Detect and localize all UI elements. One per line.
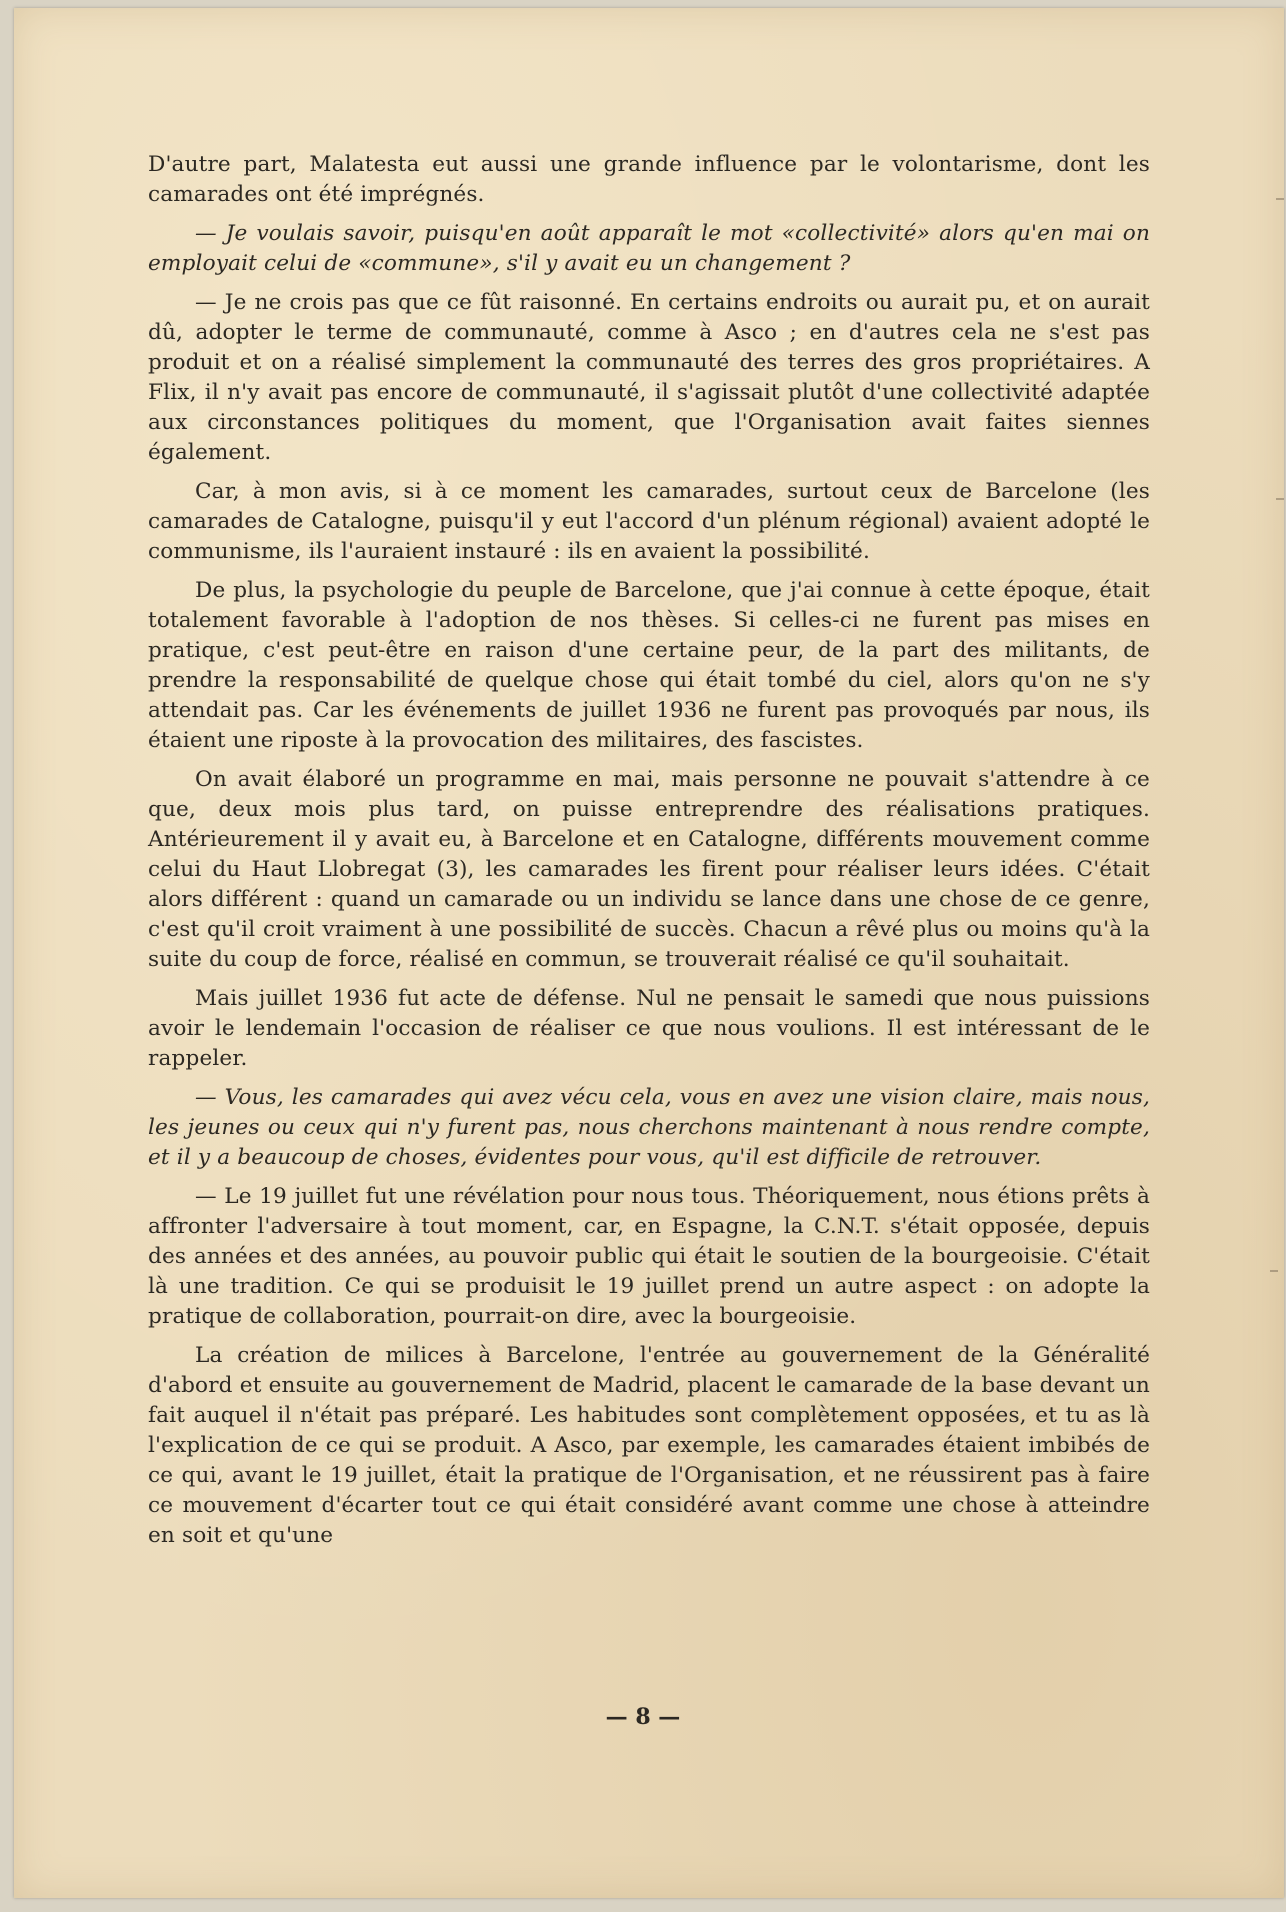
paragraph-programme: On avait élaboré un programme en mai, mais personne ne pouvait s'attendre à ce que, deux mois plus tard, on puisse entreprendre des réalisations pratiques. Antérieurement il y avait eu, à Barcelone et en Catalogne, différents mouvement comme celui du Haut Llobregat (3), les camarades les firent pour réaliser leurs idées. C'était alors différent : quand un camarade ou un individu se lance dans une chose de ce genre, c'est qu'il croit vraiment à une possibilité de succès. Chacun a rêvé plus ou moins qu'à la suite du coup de force, réalisé en commun, se trouverait réalisé ce qu'il souhaitait.	[148, 767, 1150, 972]
edge-mark	[1270, 1270, 1278, 1272]
paragraph-psychologie: De plus, la psychologie du peuple de Barcelone, que j'ai connue à cette époque, était totalement favorable à l'adoption de nos thèses. Si celles-ci ne furent pas mises en pratique, c'est peut-être en raison d'une certaine peur, de la part des militants, de prendre la responsabilité de quelque chose qui était tombé du ciel, alors qu'on ne s'y attendait pas. Car les événements de juillet 1936 ne furent pas provoqués par nous, ils étaient une riposte à la provocation des militaires, des fascistes.	[148, 578, 1150, 753]
paragraph-answer-19-juillet: — Le 19 juillet fut une révélation pour nous tous. Théoriquement, nous étions prêts à affronter l'adversaire à tout moment, car, en Espagne, la C.N.T. s'était opposée, depuis des années et des années, au pouvoir public qui était le soutien de la bourgeoisie. C'était là une tradition. Ce qui se produisit le 19 juillet prend un autre aspect : on adopte la pratique de collaboration, pourrait-on dire, avec la bourgeoisie.	[148, 1184, 1150, 1329]
paragraph-intro: D'autre part, Malatesta eut aussi une grande influence par le volontarisme, dont les camarades ont été imprégnés.	[148, 152, 1150, 207]
paragraph-question-jeunes: — Vous, les camarades qui avez vécu cela, vous en avez une vision claire, mais nous, les jeunes ou ceux qui n'y furent pas, nous cherchons maintenant à nous rendre compte, et il y a beaucoup de choses, évidentes pour vous, qu'il est difficile de retrouver.	[148, 1085, 1150, 1170]
page-number: — 8 —	[605, 1704, 681, 1730]
edge-mark	[1276, 498, 1284, 500]
paragraph-question-collectivite: — Je voulais savoir, puisqu'en août apparaît le mot «collectivité» alors qu'en mai on employait celui de «commune», s'il y avait eu un changement ?	[148, 221, 1150, 276]
paragraph-juillet-1936: Mais juillet 1936 fut acte de défense. Nul ne pensait le samedi que nous puissions avoir le lendemain l'occasion de réaliser ce que nous voulions. Il est intéressant de le rappeler.	[148, 986, 1150, 1071]
edge-mark	[1276, 198, 1284, 200]
paragraph-milices: La création de milices à Barcelone, l'entrée au gouvernement de la Généralité d'abord et ensuite au gouvernement de Madrid, placent le camarade de la base devant un fait auquel il n'était pas préparé. Les habitudes sont complètement opposées, et tu as là l'explication de ce qui se produit. A Asco, par exemple, les camarades étaient imbibés de ce qui, avant le 19 juillet, était la pratique de l'Organisation, et ne réussirent pas à faire ce mouvement d'écarter tout ce qui était considéré avant comme une chose à atteindre en soit et qu'une	[148, 1343, 1150, 1548]
paragraph-communisme: Car, à mon avis, si à ce moment les camarades, surtout ceux de Barcelone (les camarades de Catalogne, puisqu'il y eut l'accord d'un plénum régional) avaient adopté le communisme, ils l'auraient instauré : ils en avaient la possibilité.	[148, 479, 1150, 564]
paragraph-answer-raisonne: — Je ne crois pas que ce fût raisonné. En certains endroits ou aurait pu, et on aurait dû, adopter le terme de communauté, comme à Asco ; en d'autres cela ne s'est pas produit et on a réalisé simplement la communauté des terres des gros propriétaires. A Flix, il n'y avait pas encore de communauté, il s'agissait plutôt d'une collectivité adaptée aux circonstances politiques du moment, que l'Organisation avait faites siennes également.	[148, 290, 1150, 465]
article-body	[148, 150, 1150, 1560]
